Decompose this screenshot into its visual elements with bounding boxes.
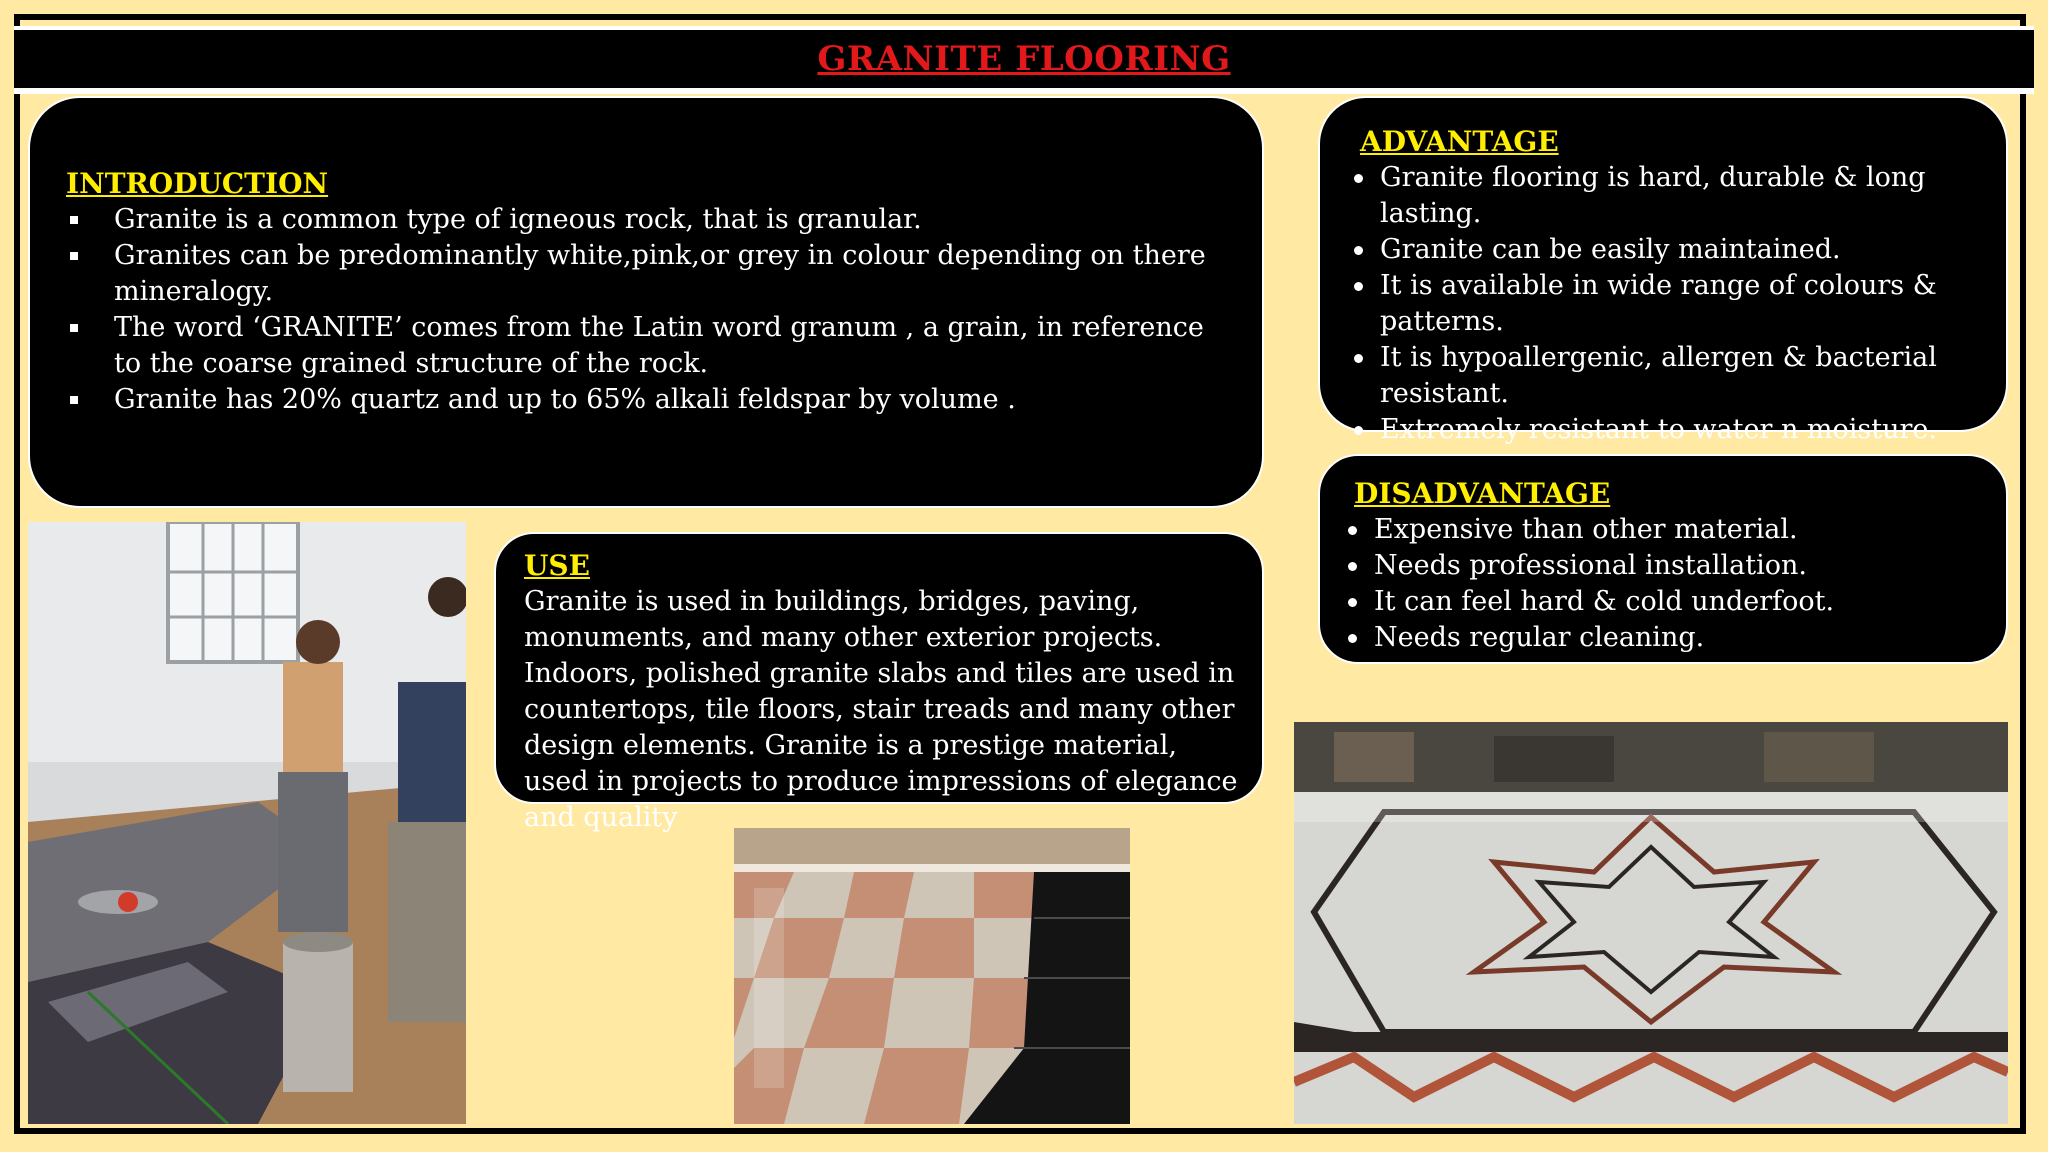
list-item: Granite can be easily maintained.	[1350, 232, 1986, 268]
advantage-list	[1350, 160, 1986, 448]
list-item: Granite flooring is hard, durable & long lasting.	[1350, 160, 1986, 232]
use-panel	[494, 532, 1264, 833]
list-item: Granites can be predominantly white,pink,or grey in colour depending on there mineralogy.	[66, 238, 1222, 310]
advantage-panel	[1318, 96, 2008, 445]
list-item: It is available in wide range of colours & patterns.	[1350, 268, 1986, 340]
list-item: It is hypoallergenic, allergen & bacterial resistant.	[1350, 340, 1986, 412]
use-heading: USE	[524, 549, 590, 582]
introduction-heading: INTRODUCTION	[66, 167, 329, 200]
list-item: It can feel hard & cold underfoot.	[1344, 584, 1986, 620]
introduction-panel	[28, 96, 1264, 508]
disadvantage-panel	[1318, 454, 2008, 664]
workers-laying-granite-photo	[28, 522, 466, 1124]
list-item: Needs professional installation.	[1344, 548, 1986, 584]
list-item: Needs regular cleaning.	[1344, 620, 1986, 656]
use-text: Granite is used in buildings, bridges, paving, monuments, and many other exterior projects. Indoors, polished granite slabs and tiles are used in countertops, tile floors, stair treads and many other design elements. Granite is a prestige material, used in projects to produce impressions of elegance and quality	[524, 586, 1238, 833]
disadvantage-heading: DISADVANTAGE	[1354, 477, 1611, 510]
checkered-granite-tiles-photo	[734, 828, 1130, 1124]
list-item: Expensive than other material.	[1344, 512, 1986, 548]
inlaid-granite-floor-photo	[1294, 722, 2008, 1124]
title-bar	[14, 26, 2034, 94]
page-title: GRANITE FLOORING	[817, 39, 1231, 79]
list-item: Extremely resistant to water n moisture.	[1350, 412, 1986, 448]
disadvantage-list	[1344, 512, 1986, 656]
advantage-heading: ADVANTAGE	[1360, 125, 1559, 158]
introduction-list	[66, 202, 1222, 418]
list-item: The word ‘GRANITE’ comes from the Latin word granum , a grain, in reference to the coarse grained structure of the rock.	[66, 310, 1222, 382]
list-item: Granite has 20% quartz and up to 65% alkali feldspar by volume .	[66, 382, 1222, 418]
list-item: Granite is a common type of igneous rock, that is granular.	[66, 202, 1222, 238]
